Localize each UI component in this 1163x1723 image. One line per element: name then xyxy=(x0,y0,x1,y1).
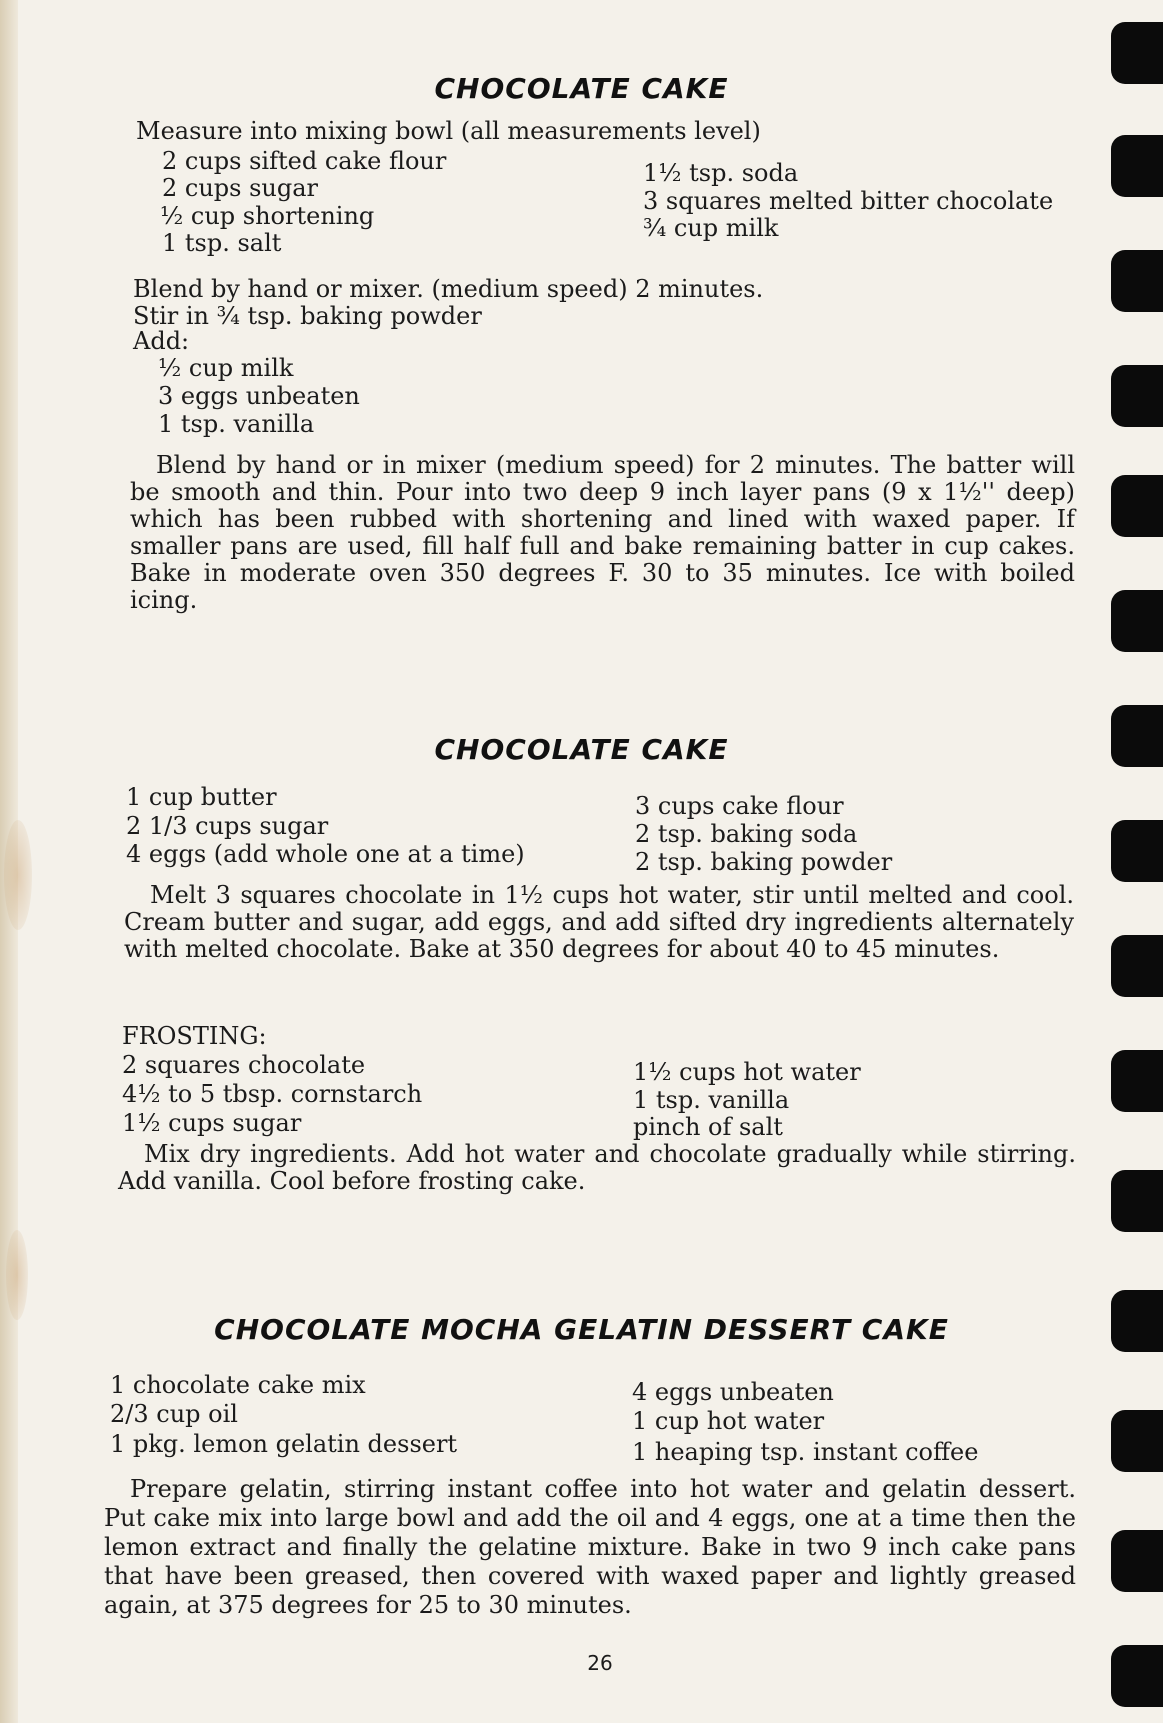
binding-ring xyxy=(1111,1410,1163,1472)
ingredient: 1 tsp. vanilla xyxy=(633,1086,790,1114)
ingredient: 1 chocolate cake mix xyxy=(110,1371,366,1399)
ingredient: 1½ cups sugar xyxy=(122,1109,302,1137)
directions-text: Blend by hand or in mixer (medium speed) for 2 minutes. The batter will be smooth and thin. Pour into two deep 9 inch layer pans (9 x 1½'' deep) which has been rubbed with shortening and lined with waxed paper. If smaller pans are used, fill half full and bake remaining batter in cup cakes. Bake in moderate oven 350 degrees F. 30 to 35 minutes. Ice with boiled icing. xyxy=(130,451,1075,614)
binding-ring xyxy=(1111,1170,1163,1232)
binding-ring xyxy=(1111,1530,1163,1592)
page-stain xyxy=(6,1230,28,1320)
ingredient: ½ cup shortening xyxy=(160,202,375,230)
directions-text: Prepare gelatin, stirring instant coffee into hot water and gelatin dessert. Put cake mix into large bowl and add the oil and 4 eggs, one at a time then the lemon extract and finally the gelatine mixture. Bake in two 9 inch cake pans that have been greased, then covered with waxed paper and lightly greased again, at 375 degrees for 25 to 30 minutes. xyxy=(104,1475,1076,1619)
ingredient: 2 1/3 cups sugar xyxy=(126,812,329,840)
binding-ring xyxy=(1111,820,1163,882)
recipe-title: CHOCOLATE MOCHA GELATIN DESSERT CAKE xyxy=(214,1313,949,1346)
ingredient: 1 tsp. vanilla xyxy=(158,410,315,438)
ingredient: ¾ cup milk xyxy=(643,214,779,242)
binding-ring xyxy=(1111,475,1163,537)
ingredient: 1 pkg. lemon gelatin dessert xyxy=(110,1430,458,1458)
page-number: 26 xyxy=(587,1651,613,1675)
ingredient: 2 tsp. baking powder xyxy=(635,848,893,876)
recipe-title: CHOCOLATE CAKE xyxy=(434,733,729,766)
binding-ring xyxy=(1111,1050,1163,1112)
ingredient: 1 cup butter xyxy=(126,783,277,811)
frosting-heading: FROSTING: xyxy=(122,1022,267,1050)
ingredient: 3 cups cake flour xyxy=(635,792,844,820)
recipe-directions xyxy=(104,1475,1076,1620)
ingredient: 1½ tsp. soda xyxy=(643,159,799,187)
ingredient: 4½ to 5 tbsp. cornstarch xyxy=(122,1080,423,1108)
binding-ring xyxy=(1111,590,1163,652)
ingredient: 2 cups sifted cake flour xyxy=(162,147,447,175)
recipe-step: Add: xyxy=(133,327,190,355)
binding-ring xyxy=(1111,135,1163,197)
binding-ring xyxy=(1111,365,1163,427)
recipe-step: Blend by hand or mixer. (medium speed) 2 minutes. xyxy=(133,275,764,303)
ingredient: 2 cups sugar xyxy=(162,174,319,202)
binding-ring xyxy=(1111,935,1163,997)
directions-text: Melt 3 squares chocolate in 1½ cups hot water, stir until melted and cool. Cream butter and sugar, add eggs, and add sifted dry ingredients alternately with melted chocolate. Bake at 350 degrees for about 40 to 45 minutes. xyxy=(124,881,1074,963)
frosting-directions xyxy=(118,1141,1076,1195)
ingredient: 1 tsp. salt xyxy=(162,229,282,257)
ingredient: pinch of salt xyxy=(633,1113,783,1141)
ingredient: 3 eggs unbeaten xyxy=(158,382,360,410)
ingredient: 1 heaping tsp. instant coffee xyxy=(632,1438,979,1466)
ingredient: 1½ cups hot water xyxy=(633,1058,861,1086)
ingredient: 1 cup hot water xyxy=(632,1407,825,1435)
ingredient: 3 squares melted bitter chocolate xyxy=(643,187,1054,215)
recipe-title: CHOCOLATE CAKE xyxy=(434,72,729,105)
recipe-directions xyxy=(124,882,1074,963)
recipe-directions xyxy=(130,452,1075,614)
ingredient: ½ cup milk xyxy=(158,354,294,382)
ingredient: 2 tsp. baking soda xyxy=(635,820,858,848)
recipe-intro: Measure into mixing bowl (all measurements level) xyxy=(136,117,761,145)
ingredient: 4 eggs (add whole one at a time) xyxy=(126,840,525,868)
spiral-binding xyxy=(1103,0,1163,1723)
page-stain xyxy=(4,820,32,930)
directions-text: Mix dry ingredients. Add hot water and chocolate gradually while stirring. Add vanilla. Cool before frosting cake. xyxy=(118,1140,1076,1195)
ingredient: 4 eggs unbeaten xyxy=(632,1378,834,1406)
binding-ring xyxy=(1111,250,1163,312)
ingredient: 2/3 cup oil xyxy=(110,1400,238,1428)
ingredient: 2 squares chocolate xyxy=(122,1051,366,1079)
recipe-step: Stir in ¾ tsp. baking powder xyxy=(133,302,482,330)
